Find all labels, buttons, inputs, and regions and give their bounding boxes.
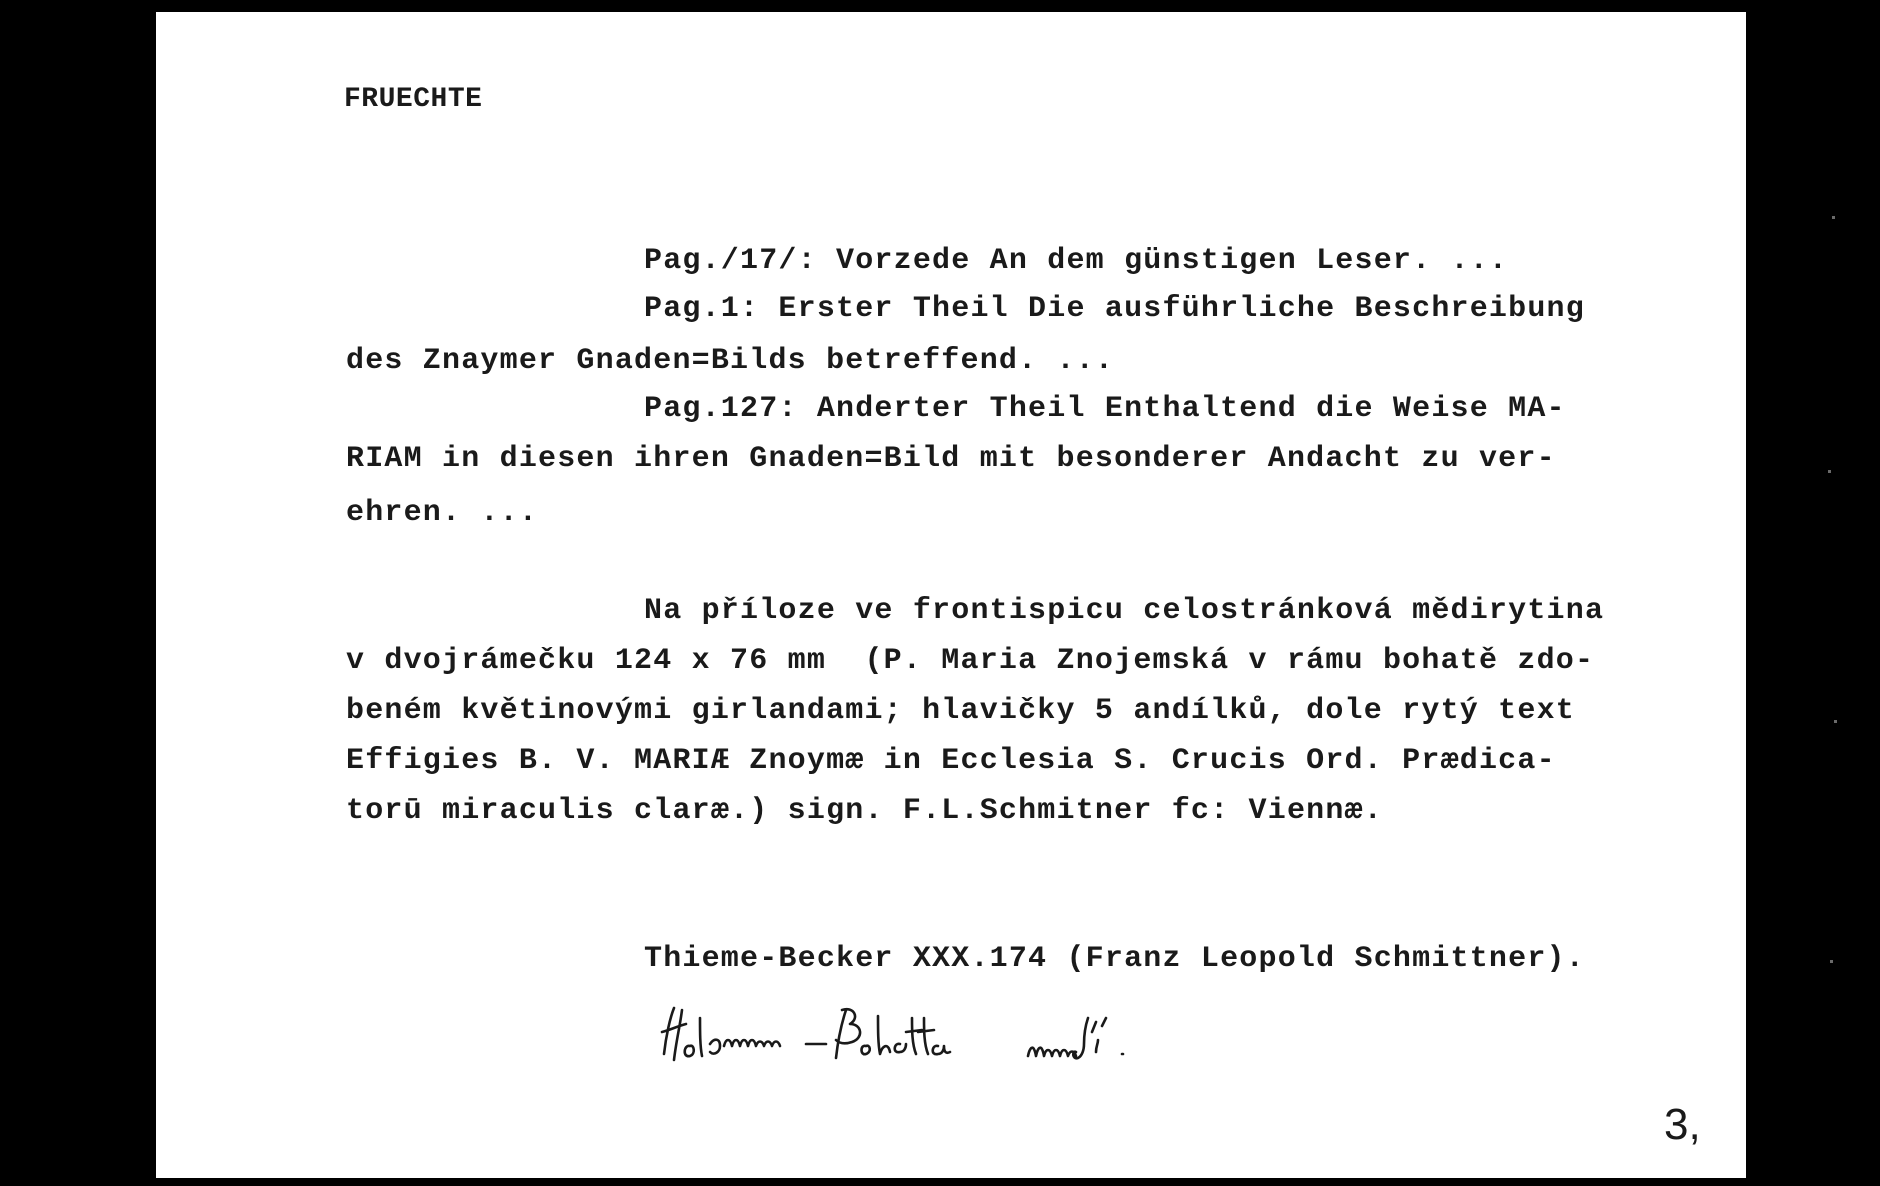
text-line: Na příloze ve frontispicu celostránková mědirytina [644,594,1605,628]
scan-artifact [1828,470,1831,473]
text-line: Pag.1: Erster Theil Die ausführliche Beschreibung [644,292,1585,326]
text-line: beném květinovými girlandami; hlavičky 5 andílků, dole rytý text [346,694,1575,728]
text-line: ehren. ... [346,496,539,530]
handwritten-note [656,996,1276,1086]
text-line: RIAM in diesen ihren Gnaden=Bild mit besonderer Andacht zu ver- [346,442,1556,476]
citation-line: Thieme-Becker XXX.174 (Franz Leopold Schmittner). [644,942,1585,976]
scan-artifact [1830,960,1833,963]
text-line: torū miraculis claræ.) sign. F.L.Schmitner fc: Viennæ. [346,794,1383,828]
text-line: Pag./17/: Vorzede An dem günstigen Leser. ... [644,244,1509,278]
scan-artifact [1832,216,1835,219]
card-heading: FRUECHTE [344,84,483,115]
right-black-strip [1746,0,1880,1186]
page-number: 3, [1664,1100,1701,1149]
top-border [156,0,1746,12]
text-line: Pag.127: Anderter Theil Enthaltend die Weise MA- [644,392,1566,426]
text-line: des Znaymer Gnaden=Bilds betreffend. ... [346,344,1115,378]
text-line: Effigies B. V. MARIÆ Znoymæ in Ecclesia S. Crucis Ord. Prædica- [346,744,1556,778]
text-line: v dvojrámečku 124 x 76 mm (P. Maria Znojemská v rámu bohatě zdo- [346,644,1595,678]
scan-artifact [1834,720,1837,723]
